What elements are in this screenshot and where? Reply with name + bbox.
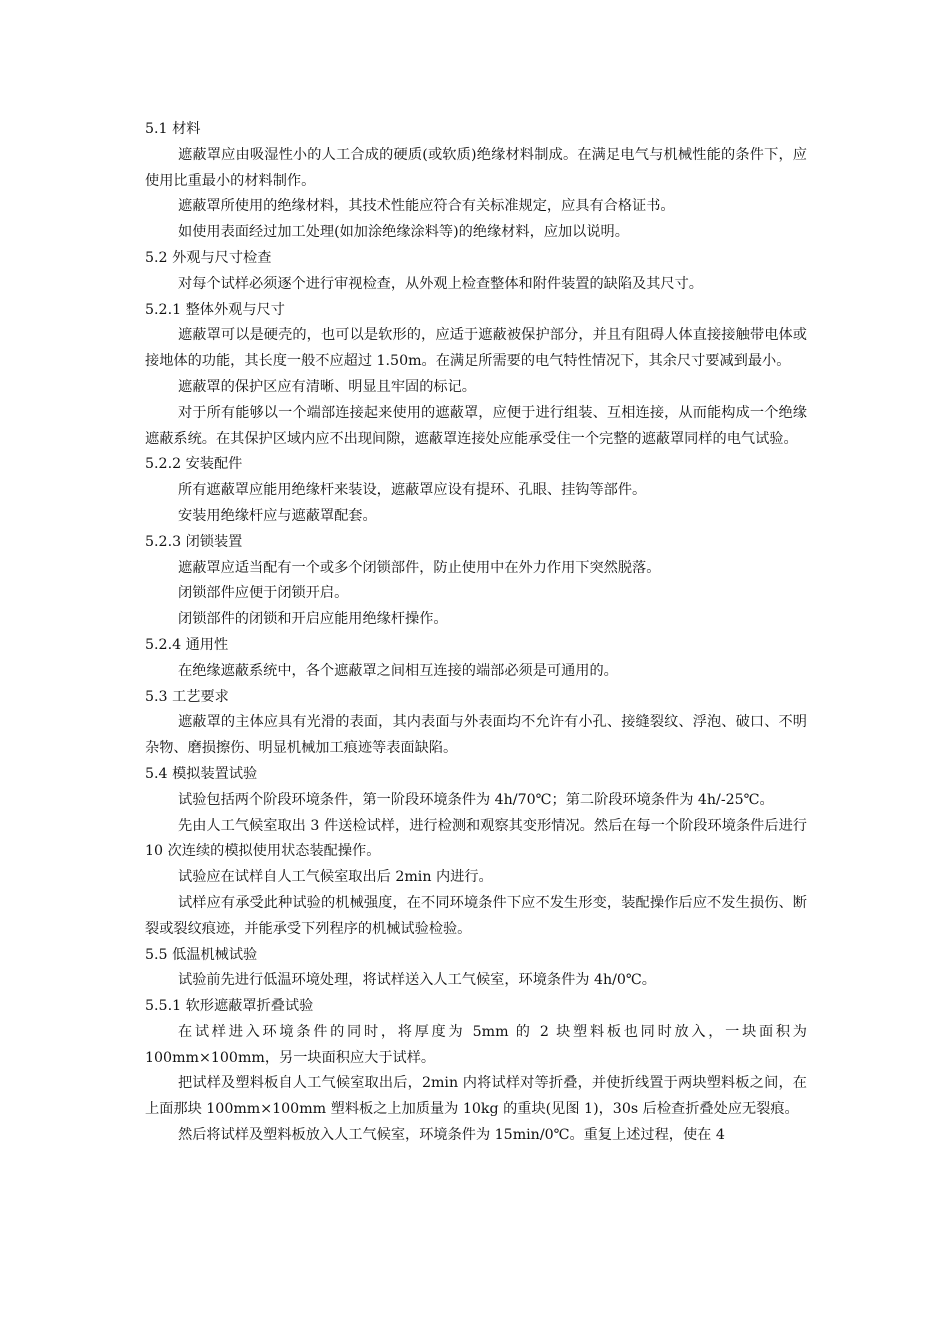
section-heading-5-1: 5.1 材料 [145,121,201,137]
paragraph: 然后将试样及塑料板放入人工气候室，环境条件为 15min/0℃。重复上述过程，使在 4 [178,1127,725,1144]
section-heading-5-2: 5.2 外观与尺寸检查 [145,249,272,266]
paragraph: 遮蔽罩应由吸湿性小的人工合成的硬质(或软质)绝缘材料制成。在满足电气与机械性能的条件下，应使用比重最小的材料制作。 [145,146,807,189]
section-heading-5-5-1: 5.5.1 软形遮蔽罩折叠试验 [145,998,314,1015]
paragraph: 在试样进入环境条件的同时，将厚度为 5mm 的 2 块塑料板也同时放入，一块面积为100mm×100mm，另一块面积应大于试样。 [145,1023,807,1066]
section-heading-5-2-3: 5.2.3 闭锁装置 [145,533,243,550]
section-heading-5-2-2: 5.2.2 安装配件 [145,456,243,473]
paragraph: 遮蔽罩应适当配有一个或多个闭锁部件，防止使用中在外力作用下突然脱落。 [178,559,661,576]
section-heading-5-5: 5.5 低温机械试验 [145,946,258,963]
paragraph: 安装用绝缘杆应与遮蔽罩配套。 [178,507,377,524]
section-heading-5-2-1: 5.2.1 整体外观与尺寸 [145,301,285,318]
paragraph: 试验应在试样自人工气候室取出后 2min 内进行。 [178,869,493,886]
paragraph: 对于所有能够以一个端部连接起来使用的遮蔽罩，应便于进行组装、互相连接，从而能构成一个绝缘遮蔽系统。在其保护区域内应不出现间隙，遮蔽罩连接处应能承受住一个完整的遮蔽罩同样的电气试验。 [145,404,807,447]
section-heading-5-2-4: 5.2.4 通用性 [145,636,229,653]
paragraph: 所有遮蔽罩应能用绝缘杆来装设，遮蔽罩应设有提环、孔眼、挂钩等部件。 [178,482,647,499]
paragraph: 遮蔽罩的主体应具有光滑的表面，其内表面与外表面均不允许有小孔、接缝裂纹、浮泡、破口、不明杂物、磨损擦伤、明显机械加工痕迹等表面缺陷。 [145,714,807,757]
paragraph: 先由人工气候室取出 3 件送检试样，进行检测和观察其变形情况。然后在每一个阶段环境条件后进行 10 次连续的模拟使用状态装配操作。 [145,817,807,860]
section-heading-5-4: 5.4 模拟装置试验 [145,765,258,782]
paragraph: 遮蔽罩可以是硬壳的，也可以是软形的，应适于遮蔽被保护部分，并且有阻碍人体直接接触带电体或接地体的功能，其长度一般不应超过 1.50m。在满足所需要的电气特性情况下，其余尺寸要减到最小。 [145,327,807,370]
paragraph: 试样应有承受此种试验的机械强度，在不同环境条件下应不发生形变，装配操作后应不发生损伤、断裂或裂纹痕迹，并能承受下列程序的机械试验检验。 [145,894,807,937]
paragraph: 如使用表面经过加工处理(如加涂绝缘涂料等)的绝缘材料，应加以说明。 [178,224,629,241]
paragraph: 试验前先进行低温环境处理，将试样送入人工气候室，环境条件为 4h/0℃。 [178,972,656,989]
paragraph: 闭锁部件的闭锁和开启应能用绝缘杆操作。 [178,611,448,628]
document-page [145,117,807,1149]
paragraph: 在绝缘遮蔽系统中，各个遮蔽罩之间相互连接的端部必须是可通用的。 [178,662,618,679]
paragraph: 对每个试样必须逐个进行审视检查，从外观上检查整体和附件装置的缺陷及其尺寸。 [178,275,703,292]
paragraph: 遮蔽罩所使用的绝缘材料，其技术性能应符合有关标准规定，应具有合格证书。 [178,198,675,215]
paragraph: 把试样及塑料板自人工气候室取出后，2min 内将试样对等折叠，并使折线置于两块塑料板之间，在上面那块 100mm×100mm 塑料板之上加质量为 10kg 的重块(见图 1)，30s 后检查折叠处应无裂痕。 [145,1075,807,1118]
section-heading-5-3: 5.3 工艺要求 [145,688,229,705]
paragraph: 闭锁部件应便于闭锁开启。 [178,585,349,602]
paragraph: 遮蔽罩的保护区应有清晰、明显且牢固的标记。 [178,378,476,395]
paragraph: 试验包括两个阶段环境条件，第一阶段环境条件为 4h/70℃；第二阶段环境条件为 4h/-25℃。 [178,791,774,808]
